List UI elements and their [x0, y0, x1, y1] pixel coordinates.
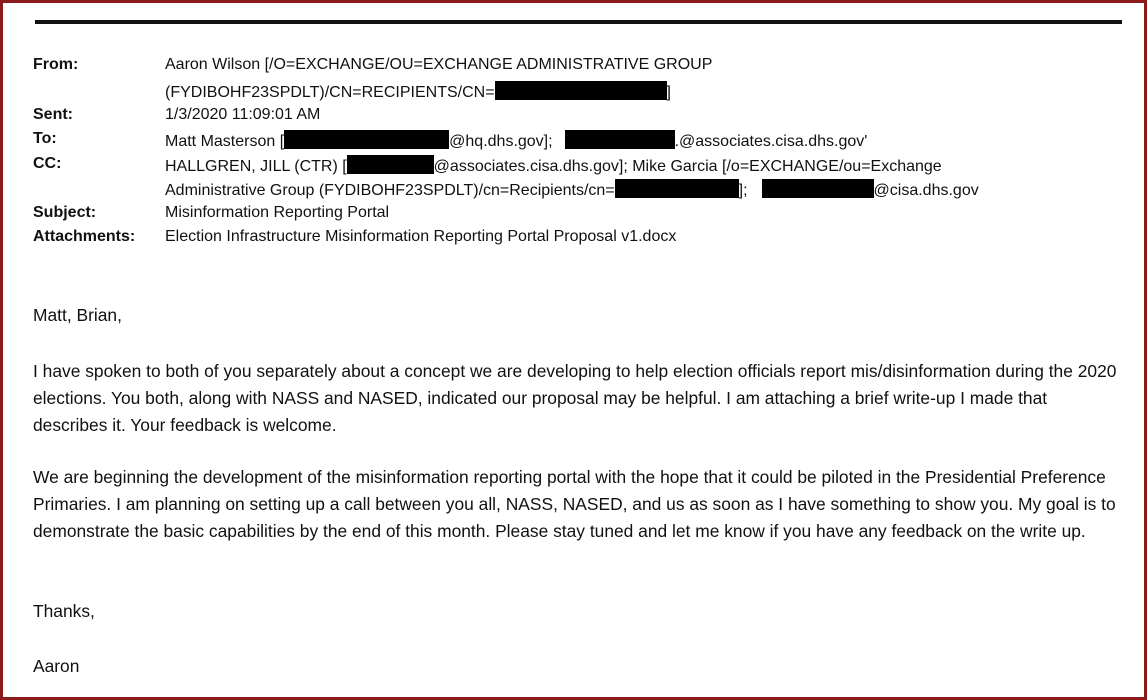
email-greeting: Matt, Brian,	[33, 305, 122, 325]
subject-value: Misinformation Reporting Portal	[165, 204, 390, 221]
from-value-line1: Aaron Wilson [/O=EXCHANGE/OU=EXCHANGE ADMINISTRATIVE GROUP	[165, 56, 713, 73]
from-value-line2-end: ]	[666, 84, 671, 101]
email-signature: Aaron	[33, 656, 80, 676]
cc-value-rest: @associates.cisa.dhs.gov]; Mike Garcia [/o=EXCHANGE/ou=Exchange	[433, 158, 942, 175]
from-value-line2	[165, 81, 671, 102]
to-value-email1: @hq.dhs.gov];	[449, 133, 553, 150]
header-divider	[35, 20, 1122, 24]
cc-value-line2	[165, 179, 979, 200]
sent-label: Sent:	[33, 106, 73, 123]
from-value-line2-text: (FYDIBOHF23SPDLT)/CN=RECIPIENTS/CN=	[165, 84, 495, 101]
redaction-block	[762, 179, 874, 198]
cc-value-line2-email: @cisa.dhs.gov	[873, 182, 979, 199]
cc-value-name: HALLGREN, JILL (CTR) [	[165, 158, 347, 175]
redaction-block	[347, 155, 434, 174]
redaction-block	[615, 179, 739, 198]
redaction-block	[284, 130, 449, 149]
to-value-email2: .@associates.cisa.dhs.gov'	[674, 133, 868, 150]
cc-value-line2-sep: ];	[738, 182, 748, 199]
sent-value: 1/3/2020 11:09:01 AM	[165, 106, 321, 123]
cc-label: CC:	[33, 155, 62, 172]
to-label: To:	[33, 130, 57, 147]
email-closing: Thanks,	[33, 601, 95, 621]
email-paragraph-1: I have spoken to both of you separately about a concept we are developing to help election officials report mis/disinformation during the 2020 elections. You both, along with NASS and NASED, indicated our proposal may be helpful. I am attaching a brief write-up I made that describes it. Your feedback is welcome.	[33, 361, 1117, 435]
subject-label: Subject:	[33, 204, 97, 221]
cc-value-line2-text: Administrative Group (FYDIBOHF23SPDLT)/cn=Recipients/cn=	[165, 182, 615, 199]
email-paragraph-2: We are beginning the development of the misinformation reporting portal with the hope that it could be piloted in the Presidential Preference Primaries. I am planning on setting up a call between you all, NASS, NASED, and us as soon as I have something to show you. My goal is to demonstrate the basic capabilities by the end of this month. Please stay tuned and let me know if you have any feedback on the write up.	[33, 467, 1116, 541]
cc-value-line1	[165, 155, 942, 176]
from-label: From:	[33, 56, 79, 73]
redaction-block	[565, 130, 675, 149]
redaction-block	[495, 81, 667, 100]
attachment-link[interactable]: Election Infrastructure Misinformation Reporting Portal Proposal v1.docx	[165, 228, 677, 245]
to-value-name: Matt Masterson [	[165, 133, 285, 150]
to-value	[165, 130, 867, 151]
attachments-label: Attachments:	[33, 228, 136, 245]
